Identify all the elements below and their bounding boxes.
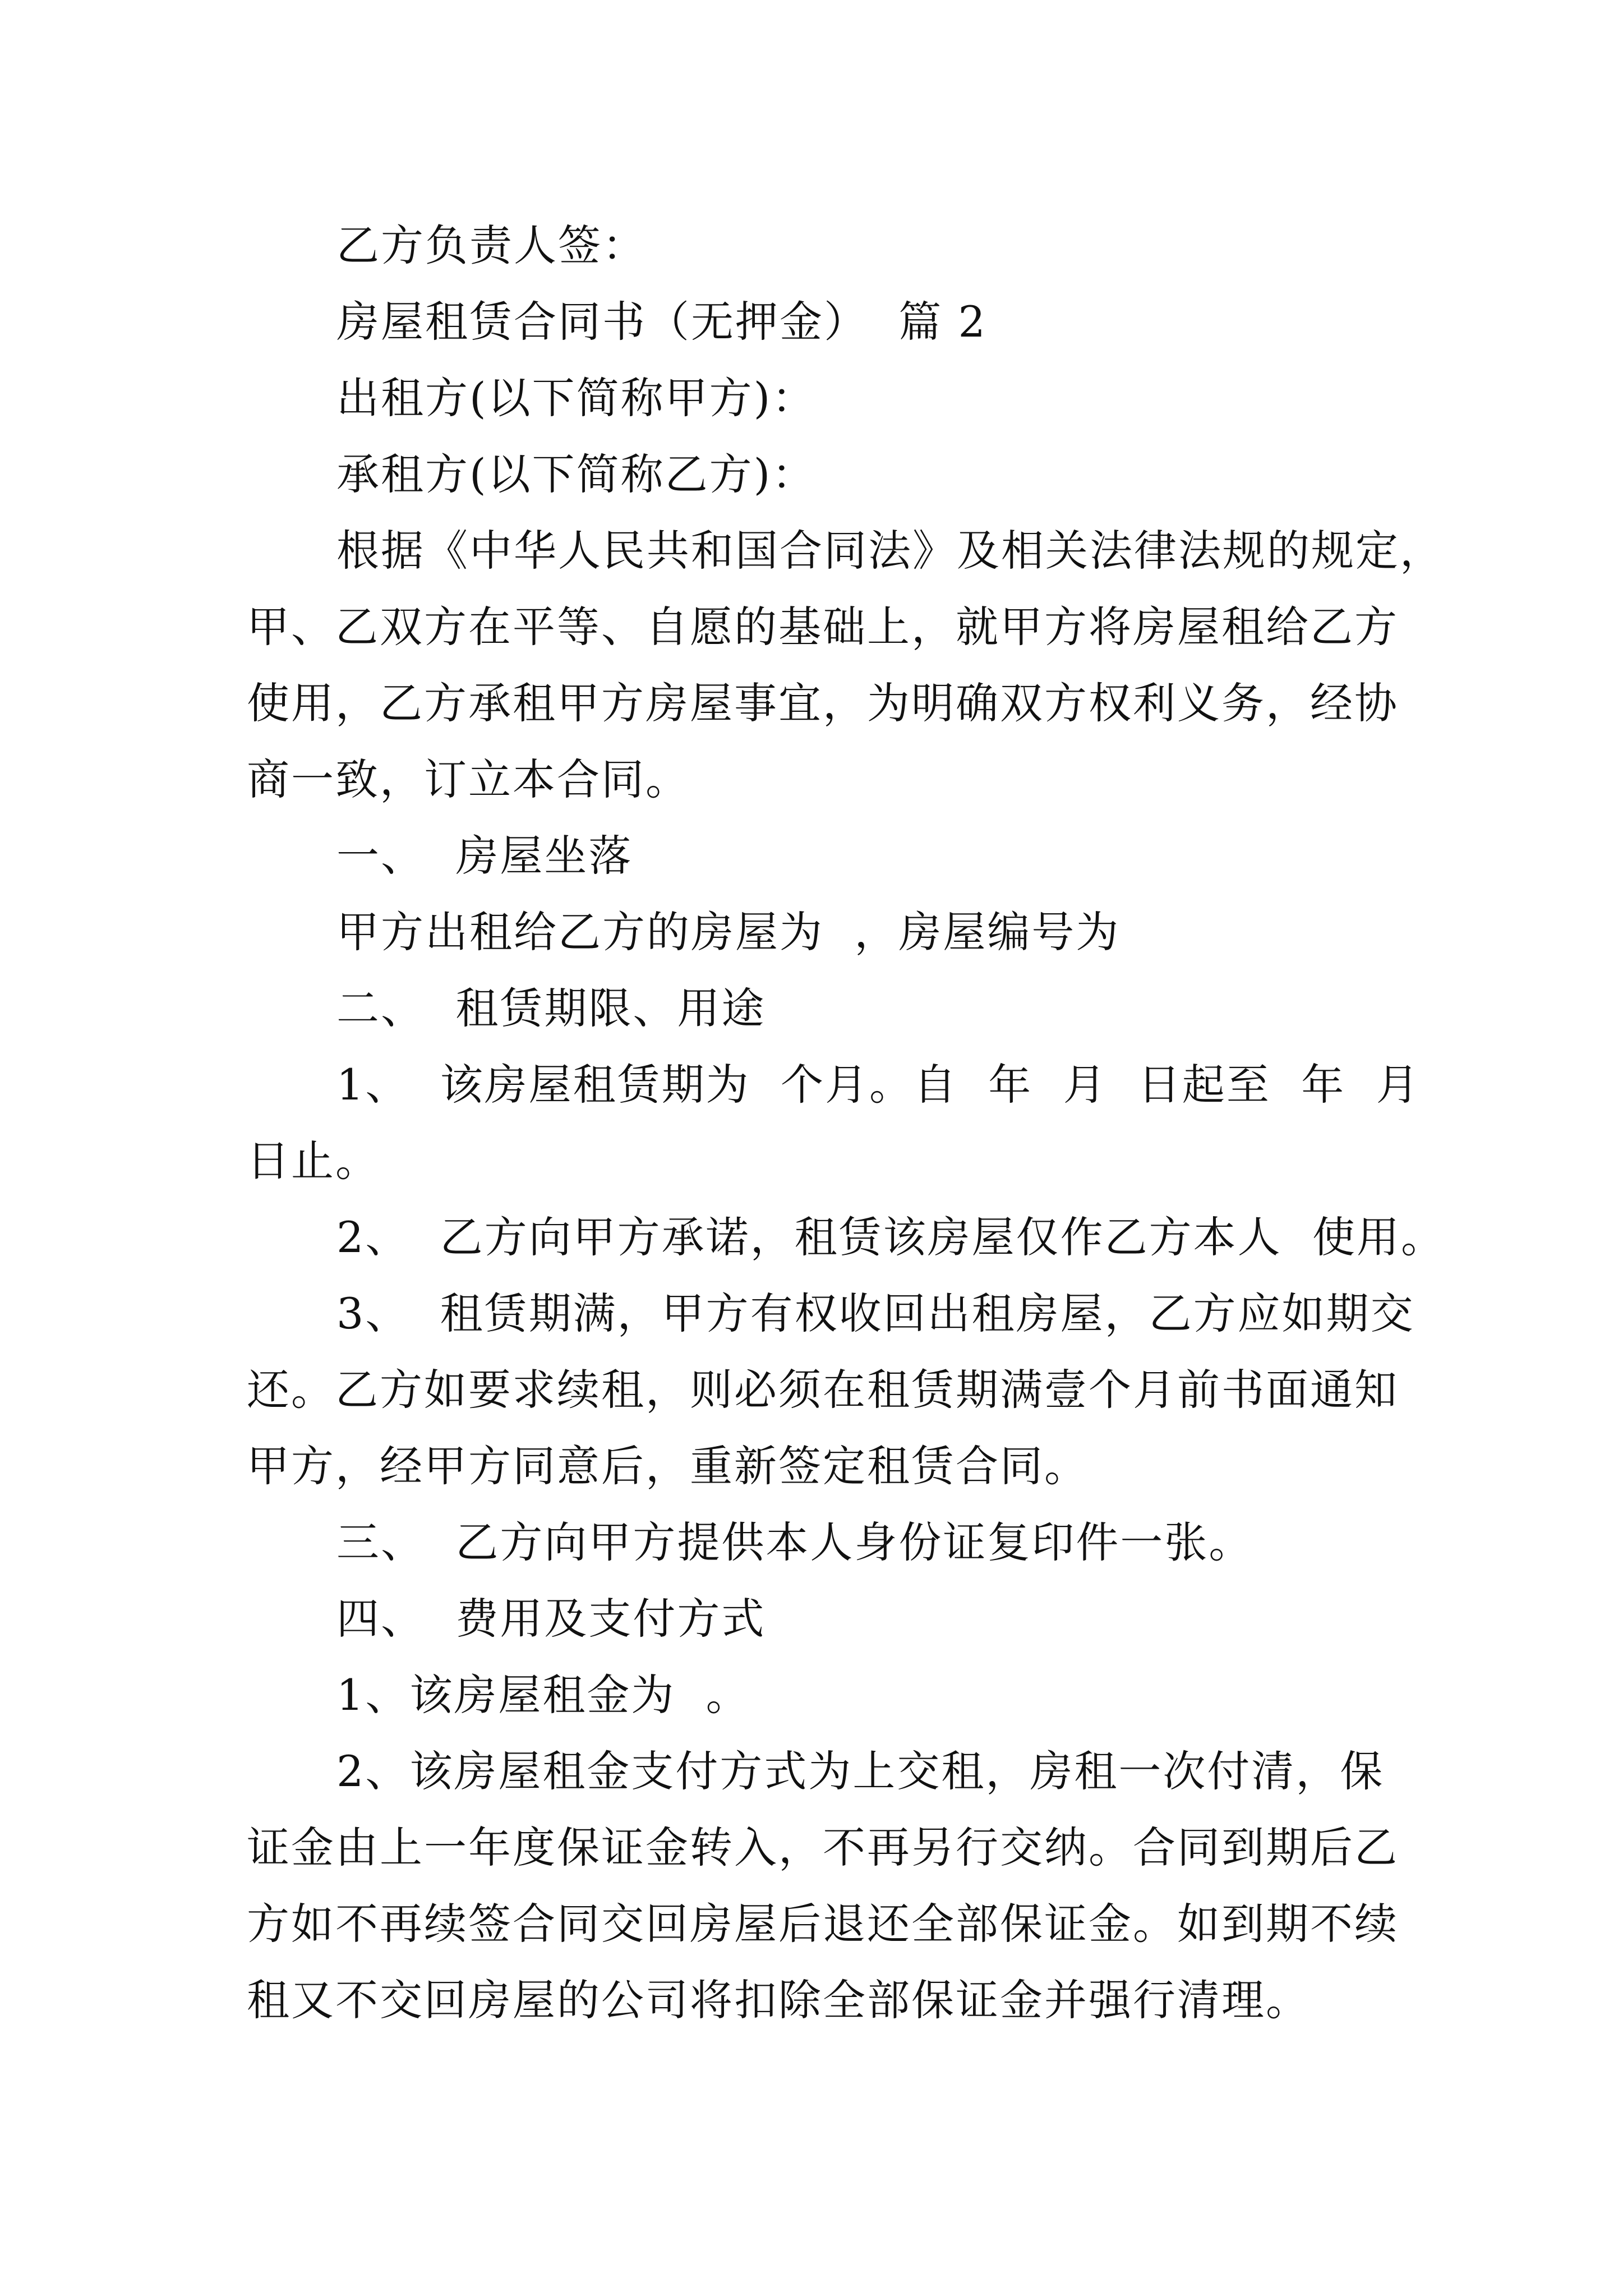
section-heading-location: 一、 房屋坐落 <box>336 831 633 881</box>
signature-line-party-b: 乙方负责人签： <box>336 220 647 270</box>
fees-clause-2-line-4: 租又不交回房屋的公司将扣除全部保证金并强行清理。 <box>247 1975 1310 2025</box>
term-clause-3-line-2: 还。乙方如要求续租，则必须在租赁期满壹个月前书面通知 <box>247 1365 1399 1415</box>
contract-title: 房屋租赁合同书（无押金） 篇 2 <box>336 297 987 347</box>
section-heading-term-use: 二、 租赁期限、用途 <box>336 983 766 1033</box>
fees-clause-2-line-1: 2、该房屋租金支付方式为上交租，房租一次付清，保 <box>336 1746 1385 1796</box>
preamble-line-1: 根据《中华人民共和国合同法》及相关法律法规的规定， <box>336 526 1444 576</box>
term-clause-2: 2、 乙方向甲方承诺，租赁该房屋仅作乙方本人 使用。 <box>336 1212 1445 1262</box>
term-clause-1-line-2: 日止。 <box>247 1136 380 1186</box>
preamble-line-2: 甲、乙双方在平等、自愿的基础上，就甲方将房屋租给乙方 <box>247 602 1399 652</box>
fees-clause-2-line-2: 证金由上一年度保证金转入，不再另行交纳。合同到期后乙 <box>247 1823 1399 1872</box>
preamble-line-3: 使用，乙方承租甲方房屋事宜，为明确双方权利义务，经协 <box>247 678 1399 728</box>
term-clause-3-line-1: 3、 租赁期满，甲方有权收回出租房屋，乙方应如期交 <box>336 1289 1415 1338</box>
term-clause-1-line-1: 1、 该房屋租赁期为 个月。自 年 月 日起至 年 月 <box>336 1060 1421 1110</box>
fees-clause-2-line-3: 方如不再续签合同交回房屋后退还全部保证金。如到期不续 <box>247 1899 1399 1949</box>
term-clause-3-line-3: 甲方，经甲方同意后，重新签定租赁合同。 <box>247 1441 1089 1491</box>
fees-clause-1: 1、该房屋租金为 。 <box>336 1670 750 1720</box>
section-heading-fees: 四、 费用及支付方式 <box>336 1594 766 1644</box>
document-body <box>247 208 1445 2039</box>
lessee-line: 承租方(以下简称乙方)： <box>336 449 817 499</box>
preamble-line-4: 商一致，订立本合同。 <box>247 754 690 804</box>
lessor-line: 出租方(以下简称甲方)： <box>336 373 817 423</box>
section-heading-id-copy: 三、 乙方向甲方提供本人身份证复印件一张。 <box>336 1517 1253 1567</box>
location-clause: 甲方出租给乙方的房屋为 ，房屋编号为 <box>336 907 1121 957</box>
